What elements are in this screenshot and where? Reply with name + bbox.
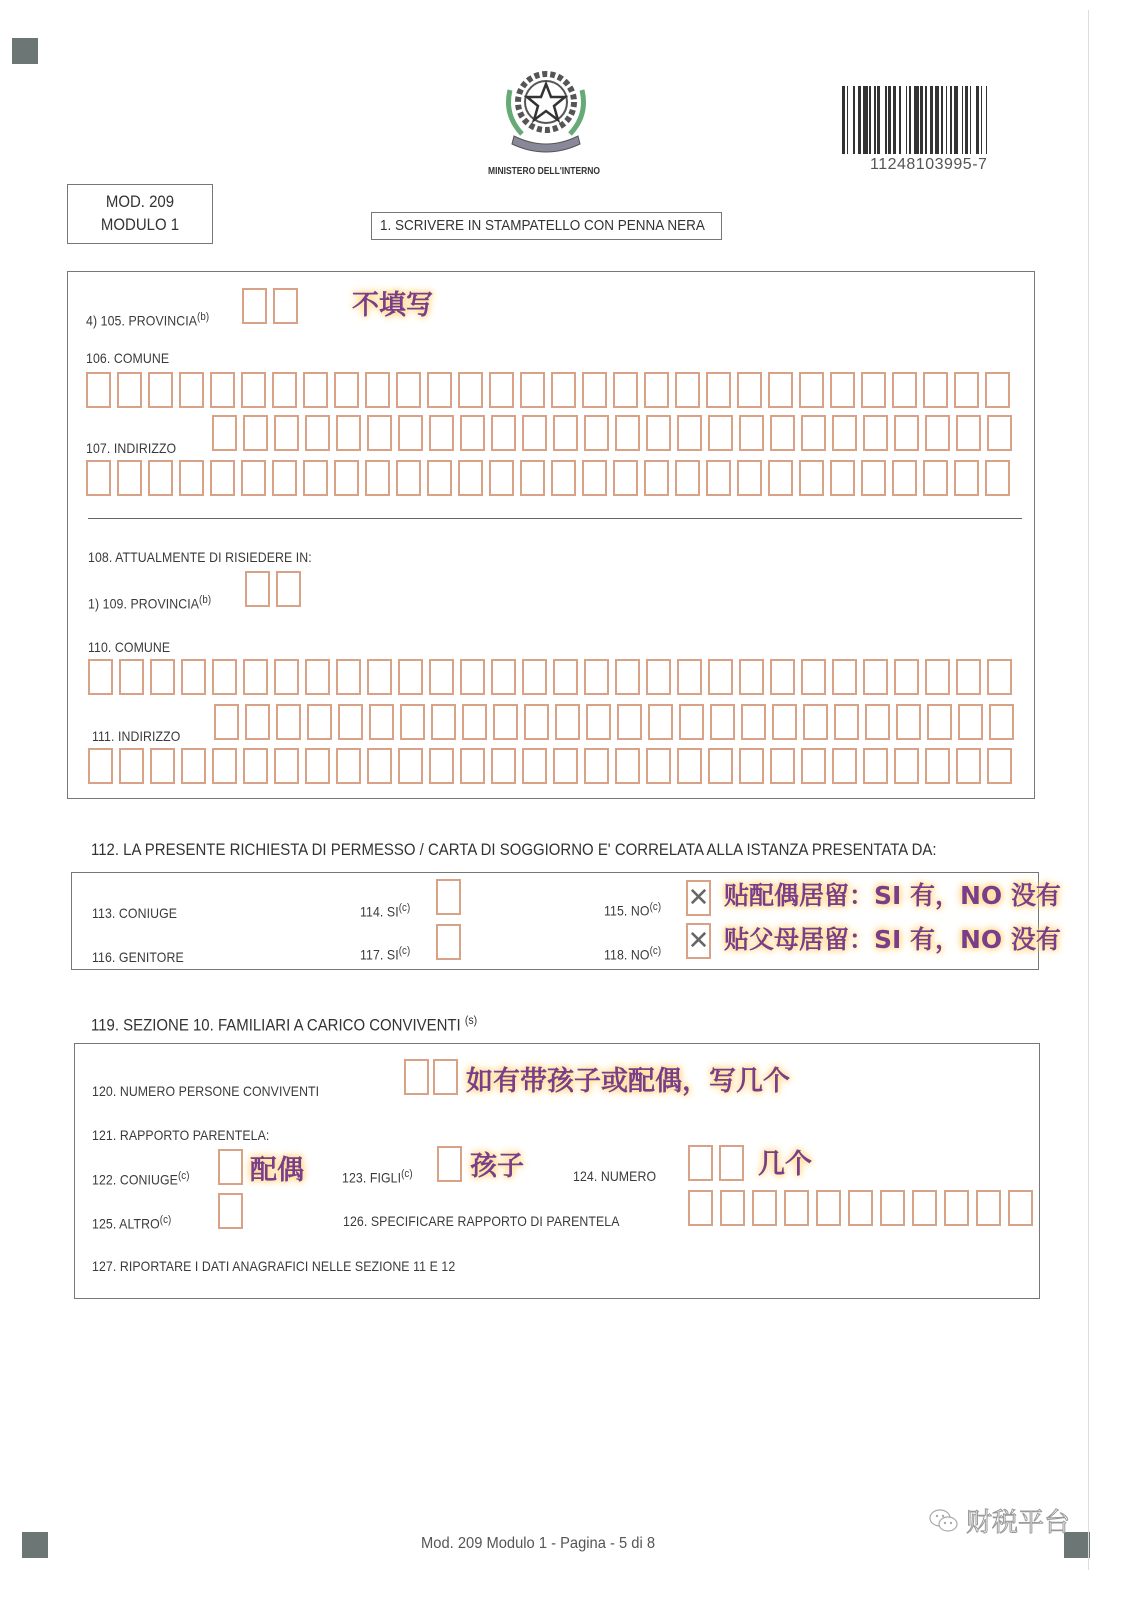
char-box[interactable] — [460, 415, 485, 451]
char-box[interactable] — [336, 748, 361, 784]
char-box[interactable] — [181, 659, 206, 695]
annotation-120: 如有带孩子或配偶，写几个 — [466, 1066, 790, 1097]
char-box[interactable] — [832, 415, 857, 451]
emblem-icon — [500, 60, 592, 160]
char-box[interactable] — [179, 460, 204, 496]
field-111-input-line-1[interactable] — [214, 704, 1014, 740]
char-box[interactable] — [956, 659, 981, 695]
char-box[interactable] — [646, 415, 671, 451]
checkbox-123-figli[interactable] — [437, 1146, 462, 1182]
char-box[interactable] — [677, 659, 702, 695]
char-box[interactable] — [274, 748, 299, 784]
checkbox-122-coniuge[interactable] — [218, 1149, 243, 1185]
char-box[interactable] — [894, 748, 919, 784]
module-line-2: MODULO 1 — [100, 215, 180, 234]
char-box[interactable] — [429, 415, 454, 451]
char-box[interactable] — [799, 460, 824, 496]
char-box[interactable] — [551, 372, 576, 408]
char-box[interactable] — [615, 748, 640, 784]
char-box[interactable] — [117, 460, 142, 496]
char-box[interactable] — [274, 415, 299, 451]
registration-marker-top-left — [12, 38, 38, 64]
char-box[interactable] — [276, 571, 301, 607]
char-box[interactable] — [522, 659, 547, 695]
char-box[interactable] — [863, 415, 888, 451]
char-box[interactable] — [615, 415, 640, 451]
char-box[interactable] — [923, 372, 948, 408]
field-110-label: 110. COMUNE — [88, 639, 171, 655]
char-box[interactable] — [181, 748, 206, 784]
char-box[interactable] — [720, 1190, 745, 1226]
char-box[interactable] — [737, 372, 762, 408]
field-120-input[interactable] — [404, 1059, 458, 1095]
ministry-label: MINISTERO DELL'INTERNO — [488, 166, 601, 177]
module-line-1: MOD. 209 — [105, 192, 175, 211]
section-119-title: 119. SEZIONE 10. FAMILIARI A CARICO CONVIVENTI $^{(s)}$ — [91, 1013, 478, 1035]
char-box[interactable] — [944, 1190, 969, 1226]
field-107-label: 107. INDIRIZZO — [86, 440, 177, 456]
field-118-label: 118. NO$^{(c)}$ — [604, 945, 662, 963]
char-box[interactable] — [214, 704, 239, 740]
char-box[interactable] — [923, 460, 948, 496]
char-box[interactable] — [555, 704, 580, 740]
field-127-label: 127. RIPORTARE I DATI ANAGRAFICI NELLE SEZIONE 11 E 12 — [92, 1258, 456, 1274]
field-124-label: 124. NUMERO — [573, 1168, 657, 1184]
char-box[interactable] — [404, 1059, 429, 1095]
field-121-label: 121. RAPPORTO PARENTELA: — [92, 1127, 270, 1143]
char-box[interactable] — [367, 748, 392, 784]
char-box[interactable] — [739, 748, 764, 784]
field-126-input[interactable] — [688, 1190, 1033, 1226]
char-box[interactable] — [648, 704, 673, 740]
char-box[interactable] — [86, 460, 111, 496]
char-box[interactable] — [708, 748, 733, 784]
char-box[interactable] — [584, 659, 609, 695]
char-box[interactable] — [880, 1190, 905, 1226]
checkbox-125-altro[interactable] — [218, 1193, 243, 1229]
char-box[interactable] — [524, 704, 549, 740]
char-box[interactable] — [367, 659, 392, 695]
char-box[interactable] — [976, 1190, 1001, 1226]
char-box[interactable] — [985, 460, 1010, 496]
char-box[interactable] — [861, 372, 886, 408]
char-box[interactable] — [830, 372, 855, 408]
char-box[interactable] — [119, 748, 144, 784]
barcode-bar — [987, 86, 990, 154]
char-box[interactable] — [617, 704, 642, 740]
char-box[interactable] — [708, 415, 733, 451]
char-box[interactable] — [706, 460, 731, 496]
char-box[interactable] — [458, 460, 483, 496]
field-106-input[interactable] — [86, 372, 1010, 408]
char-box[interactable] — [989, 704, 1014, 740]
annotation-122: 配偶 — [250, 1155, 304, 1186]
instruction-box — [371, 212, 722, 240]
char-box[interactable] — [615, 659, 640, 695]
char-box[interactable] — [768, 372, 793, 408]
char-box[interactable] — [336, 659, 361, 695]
checkmark-x-icon: ✕ — [687, 883, 710, 913]
char-box[interactable] — [737, 460, 762, 496]
char-box[interactable] — [272, 460, 297, 496]
char-box[interactable] — [708, 659, 733, 695]
char-box[interactable] — [520, 460, 545, 496]
char-box[interactable] — [119, 659, 144, 695]
char-box[interactable] — [801, 415, 826, 451]
char-box[interactable] — [307, 704, 332, 740]
char-box[interactable] — [243, 659, 268, 695]
field-116-label: 116. GENITORE — [92, 949, 184, 965]
char-box[interactable] — [770, 659, 795, 695]
field-114-label: 114. SI$^{(c)}$ — [360, 902, 411, 920]
char-box[interactable] — [338, 704, 363, 740]
char-box[interactable] — [365, 372, 390, 408]
char-box[interactable] — [212, 659, 237, 695]
annotation-123: 孩子 — [470, 1151, 524, 1182]
char-box[interactable] — [894, 659, 919, 695]
char-box[interactable] — [489, 372, 514, 408]
char-box[interactable] — [303, 460, 328, 496]
char-box[interactable] — [925, 748, 950, 784]
char-box[interactable] — [956, 748, 981, 784]
field-124-input[interactable] — [688, 1145, 744, 1181]
char-box[interactable] — [927, 704, 952, 740]
char-box[interactable] — [892, 372, 917, 408]
char-box[interactable] — [274, 659, 299, 695]
char-box[interactable] — [334, 460, 359, 496]
char-box[interactable] — [772, 704, 797, 740]
field-126-label: 126. SPECIFICARE RAPPORTO DI PARENTELA — [343, 1213, 620, 1229]
annotation-115: 贴配偶居留：SI 有，NO 没有 — [724, 881, 1061, 910]
char-box[interactable] — [241, 372, 266, 408]
field-117-label: 117. SI$^{(c)}$ — [360, 945, 411, 963]
field-105-label: 4) 105. PROVINCIA$^{(b)}$ — [86, 311, 210, 329]
char-box[interactable] — [86, 372, 111, 408]
instruction-text: 1. SCRIVERE IN STAMPATELLO CON PENNA NERA — [380, 217, 705, 234]
char-box[interactable] — [242, 288, 267, 324]
char-box[interactable] — [462, 704, 487, 740]
barcode — [842, 86, 1026, 154]
char-box[interactable] — [677, 748, 702, 784]
char-box[interactable] — [803, 704, 828, 740]
char-box[interactable] — [429, 659, 454, 695]
char-box[interactable] — [273, 288, 298, 324]
char-box[interactable] — [553, 415, 578, 451]
char-box[interactable] — [427, 372, 452, 408]
field-105-input[interactable] — [242, 288, 298, 324]
char-box[interactable] — [241, 460, 266, 496]
char-box[interactable] — [491, 415, 516, 451]
field-110-input[interactable] — [88, 659, 1012, 695]
field-111-label: 111. INDIRIZZO — [92, 728, 181, 744]
char-box[interactable] — [954, 460, 979, 496]
char-box[interactable] — [150, 659, 175, 695]
field-113-label: 113. CONIUGE — [92, 905, 178, 921]
char-box[interactable] — [710, 704, 735, 740]
char-box[interactable] — [586, 704, 611, 740]
field-125-label: 125. ALTRO$^{(c)}$ — [92, 1214, 172, 1232]
checkmark-x-icon: ✕ — [687, 926, 710, 956]
char-box[interactable] — [367, 415, 392, 451]
char-box[interactable] — [88, 659, 113, 695]
char-box[interactable] — [276, 704, 301, 740]
module-box — [67, 184, 213, 244]
char-box[interactable] — [688, 1190, 713, 1226]
char-box[interactable] — [431, 704, 456, 740]
char-box[interactable] — [243, 415, 268, 451]
char-box[interactable] — [896, 704, 921, 740]
char-box[interactable] — [398, 415, 423, 451]
char-box[interactable] — [212, 415, 237, 451]
annotation-105: 不填写 — [352, 290, 433, 321]
char-box[interactable] — [305, 748, 330, 784]
char-box[interactable] — [832, 748, 857, 784]
checkbox-118-no[interactable] — [686, 923, 711, 959]
char-box[interactable] — [1008, 1190, 1033, 1226]
checkbox-117-si[interactable] — [436, 924, 461, 960]
char-box[interactable] — [551, 460, 576, 496]
char-box[interactable] — [210, 372, 235, 408]
watermark — [928, 1502, 1070, 1539]
char-box[interactable] — [644, 460, 669, 496]
char-box[interactable] — [613, 460, 638, 496]
char-box[interactable] — [801, 748, 826, 784]
char-box[interactable] — [675, 460, 700, 496]
char-box[interactable] — [832, 659, 857, 695]
char-box[interactable] — [582, 372, 607, 408]
char-box[interactable] — [396, 460, 421, 496]
field-106-label: 106. COMUNE — [86, 350, 170, 366]
char-box[interactable] — [584, 748, 609, 784]
char-box[interactable] — [365, 460, 390, 496]
char-box[interactable] — [958, 704, 983, 740]
char-box[interactable] — [210, 460, 235, 496]
barcode-number: 11248103995-7 — [870, 156, 988, 173]
field-123-label: 123. FIGLI$^{(c)}$ — [342, 1168, 413, 1186]
char-box[interactable] — [245, 571, 270, 607]
char-box[interactable] — [303, 372, 328, 408]
field-109-label: 1) 109. PROVINCIA$^{(b)}$ — [88, 594, 212, 612]
char-box[interactable] — [830, 460, 855, 496]
registration-marker-bottom-left — [22, 1532, 48, 1558]
annotation-118: 贴父母居留：SI 有，NO 没有 — [724, 925, 1061, 954]
char-box[interactable] — [369, 704, 394, 740]
char-box[interactable] — [770, 415, 795, 451]
char-box[interactable] — [985, 372, 1010, 408]
char-box[interactable] — [739, 415, 764, 451]
char-box[interactable] — [582, 460, 607, 496]
char-box[interactable] — [334, 372, 359, 408]
char-box[interactable] — [272, 372, 297, 408]
char-box[interactable] — [584, 415, 609, 451]
wechat-icon — [928, 1507, 960, 1535]
page-edge — [1088, 10, 1089, 1570]
char-box[interactable] — [956, 415, 981, 451]
char-box[interactable] — [925, 415, 950, 451]
field-107-input-line-1[interactable] — [212, 415, 1012, 451]
field-122-label: 122. CONIUGE$^{(c)}$ — [92, 1170, 190, 1188]
char-box[interactable] — [88, 748, 113, 784]
field-108-label: 108. ATTUALMENTE DI RISIEDERE IN: — [88, 549, 312, 565]
char-box[interactable] — [305, 415, 330, 451]
page-footer: Mod. 209 Modulo 1 - Pagina - 5 di 8 — [421, 1535, 656, 1552]
field-109-input[interactable] — [245, 571, 301, 607]
watermark-text: 财税平台 — [966, 1508, 1071, 1538]
char-box[interactable] — [752, 1190, 777, 1226]
char-box[interactable] — [212, 748, 237, 784]
char-box[interactable] — [799, 372, 824, 408]
char-box[interactable] — [741, 704, 766, 740]
char-box[interactable] — [148, 460, 173, 496]
char-box[interactable] — [848, 1190, 873, 1226]
field-120-label: 120. NUMERO PERSONE CONVIVENTI — [92, 1083, 320, 1099]
char-box[interactable] — [987, 659, 1012, 695]
char-box[interactable] — [522, 748, 547, 784]
char-box[interactable] — [150, 748, 175, 784]
char-box[interactable] — [400, 704, 425, 740]
char-box[interactable] — [460, 659, 485, 695]
char-box[interactable] — [784, 1190, 809, 1226]
char-box[interactable] — [553, 748, 578, 784]
char-box[interactable] — [398, 659, 423, 695]
char-box[interactable] — [458, 372, 483, 408]
annotation-124: 几个 — [758, 1149, 812, 1180]
char-box[interactable] — [987, 415, 1012, 451]
char-box[interactable] — [816, 1190, 841, 1226]
char-box[interactable] — [688, 1145, 713, 1181]
char-box[interactable] — [719, 1145, 744, 1181]
char-box[interactable] — [739, 659, 764, 695]
char-box[interactable] — [148, 372, 173, 408]
char-box[interactable] — [553, 659, 578, 695]
field-107-input-line-2[interactable] — [86, 460, 1010, 496]
char-box[interactable] — [398, 748, 423, 784]
char-box[interactable] — [644, 372, 669, 408]
char-box[interactable] — [925, 659, 950, 695]
char-box[interactable] — [491, 659, 516, 695]
char-box[interactable] — [427, 460, 452, 496]
checkbox-114-si[interactable] — [436, 879, 461, 915]
char-box[interactable] — [646, 659, 671, 695]
char-box[interactable] — [179, 372, 204, 408]
char-box[interactable] — [987, 748, 1012, 784]
char-box[interactable] — [243, 748, 268, 784]
char-box[interactable] — [491, 748, 516, 784]
char-box[interactable] — [646, 748, 671, 784]
char-box[interactable] — [245, 704, 270, 740]
char-box[interactable] — [865, 704, 890, 740]
char-box[interactable] — [520, 372, 545, 408]
checkbox-115-no[interactable] — [686, 880, 711, 916]
section-112-title: 112. LA PRESENTE RICHIESTA DI PERMESSO / CARTA DI SOGGIORNO E' CORRELATA ALLA ISTANZA PRESENTATA DA: — [91, 840, 937, 859]
char-box[interactable] — [912, 1190, 937, 1226]
char-box[interactable] — [770, 748, 795, 784]
char-box[interactable] — [336, 415, 361, 451]
char-box[interactable] — [863, 659, 888, 695]
char-box[interactable] — [706, 372, 731, 408]
char-box[interactable] — [954, 372, 979, 408]
char-box[interactable] — [677, 415, 702, 451]
char-box[interactable] — [768, 460, 793, 496]
char-box[interactable] — [863, 748, 888, 784]
field-115-label: 115. NO$^{(c)}$ — [604, 901, 662, 919]
char-box[interactable] — [460, 748, 485, 784]
char-box[interactable] — [834, 704, 859, 740]
char-box[interactable] — [489, 460, 514, 496]
divider — [88, 518, 1022, 519]
char-box[interactable] — [679, 704, 704, 740]
char-box[interactable] — [613, 372, 638, 408]
char-box[interactable] — [117, 372, 142, 408]
char-box[interactable] — [894, 415, 919, 451]
char-box[interactable] — [493, 704, 518, 740]
char-box[interactable] — [305, 659, 330, 695]
char-box[interactable] — [433, 1059, 458, 1095]
char-box[interactable] — [396, 372, 421, 408]
char-box[interactable] — [675, 372, 700, 408]
char-box[interactable] — [861, 460, 886, 496]
char-box[interactable] — [892, 460, 917, 496]
field-111-input-line-2[interactable] — [88, 748, 1012, 784]
char-box[interactable] — [801, 659, 826, 695]
char-box[interactable] — [522, 415, 547, 451]
char-box[interactable] — [429, 748, 454, 784]
